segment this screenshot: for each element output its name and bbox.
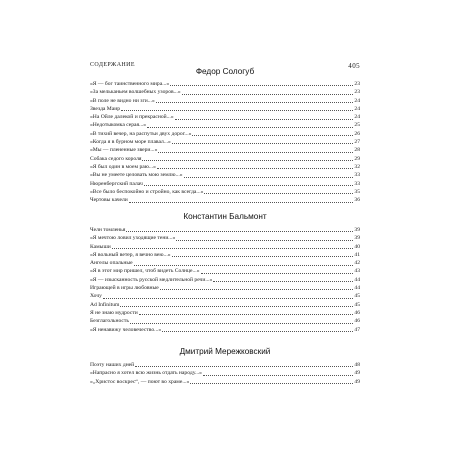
- entry-title: «Я в этот мир пришел, чтоб видеть Солнце...»: [90, 268, 200, 275]
- entry-page-number: 47: [354, 326, 360, 333]
- dot-leader: [201, 267, 354, 273]
- entry-page-number: 43: [354, 268, 360, 275]
- entry-page-number: 23: [354, 89, 360, 96]
- entry-title: Хочу: [90, 293, 102, 300]
- entry-title: «Напрасно я хотел всю жизнь отдать народу...»: [90, 370, 202, 377]
- entry-page-number: 33: [354, 172, 360, 179]
- entry-title: Чертовы качели: [90, 197, 128, 204]
- entry-page-number: 35: [354, 188, 360, 195]
- dot-leader: [126, 226, 353, 232]
- toc-entry: [90, 243, 360, 251]
- dot-leader: [170, 80, 353, 86]
- toc-entry: [90, 284, 360, 292]
- dot-leader: [130, 317, 354, 323]
- toc-entry: [90, 267, 360, 275]
- entry-title: «Недотыкомка серая...»: [90, 122, 147, 129]
- entry-title: «За мельканьем волшебных узоров...»: [90, 89, 181, 96]
- toc-entry: [90, 188, 360, 196]
- dot-leader: [192, 130, 353, 136]
- entry-page-number: 32: [354, 163, 360, 170]
- toc-entry: [90, 326, 360, 334]
- entry-page-number: 46: [354, 309, 360, 316]
- toc-entry: [90, 80, 360, 88]
- entry-page-number: 48: [354, 362, 360, 368]
- dot-leader: [172, 138, 354, 144]
- entry-page-number: 23: [354, 81, 360, 87]
- entry-title: «Я мечтою ловил уходящие тени...»: [90, 235, 176, 242]
- dot-leader: [213, 276, 353, 282]
- toc-list-merezhkovsky: [90, 361, 360, 386]
- toc-entry: [90, 369, 360, 377]
- entry-title: Поэту наших дней: [90, 362, 135, 368]
- entry-page-number: 39: [354, 227, 360, 233]
- entry-title: «Я ненавижу человечество...»: [90, 326, 162, 333]
- dot-leader: [204, 188, 353, 194]
- dot-leader: [176, 234, 353, 240]
- entry-title: Камыши: [90, 243, 111, 250]
- toc-entry: [90, 171, 360, 179]
- entry-page-number: 27: [354, 139, 360, 146]
- dot-leader: [190, 378, 353, 384]
- author-heading-sologub: Федор Сологуб: [195, 67, 255, 76]
- toc-entry: [90, 130, 360, 138]
- entry-title: Ангелы опальные: [90, 260, 133, 267]
- toc-entry: [90, 113, 360, 121]
- toc-entry: [90, 138, 360, 146]
- toc-list-sologub: [90, 80, 360, 204]
- dot-leader: [142, 155, 353, 161]
- header-title: СОДЕРЖАНИЕ: [90, 62, 135, 68]
- entry-title: «Я — бог таинственного мира...»: [90, 81, 170, 87]
- entry-page-number: 24: [354, 97, 360, 104]
- dot-leader: [182, 88, 354, 94]
- entry-title: «Я был один в моем раю...»: [90, 163, 156, 170]
- dot-leader: [175, 113, 354, 119]
- dot-leader: [129, 196, 354, 202]
- dot-leader: [112, 243, 354, 249]
- toc-entry: [90, 251, 360, 259]
- dot-leader: [135, 361, 353, 367]
- toc-entry: [90, 105, 360, 113]
- toc-entry: [90, 97, 360, 105]
- entry-title: «Мы — плененные звери...»: [90, 147, 158, 154]
- author-heading-balmont: Константин Бальмонт: [183, 212, 267, 221]
- entry-page-number: 45: [354, 293, 360, 300]
- toc-entry: [90, 259, 360, 267]
- dot-leader: [156, 97, 354, 103]
- entry-title: Звезда Маир: [90, 105, 121, 112]
- dot-leader: [144, 180, 354, 186]
- toc-entry: [90, 301, 360, 309]
- toc-entry: [90, 378, 360, 386]
- entry-page-number: 40: [354, 243, 360, 250]
- entry-page-number: 46: [354, 318, 360, 325]
- entry-title: «Все было беспокойно и стройно, как всегда...»: [90, 188, 204, 195]
- entry-title: «„Христос воскрес“, — поют во храме...»: [90, 378, 190, 385]
- dot-leader: [162, 326, 353, 332]
- dot-leader: [121, 105, 353, 111]
- entry-title: Безглагольность: [90, 318, 129, 325]
- dot-leader: [203, 369, 353, 375]
- entry-title: «Я вольный ветер, я вечно вею...»: [90, 251, 171, 258]
- entry-page-number: 24: [354, 105, 360, 112]
- toc-entry: [90, 163, 360, 171]
- toc-entry: [90, 361, 360, 369]
- toc-entry: [90, 276, 360, 284]
- dot-leader: [134, 259, 354, 265]
- entry-title: Челн томленья: [90, 227, 126, 233]
- entry-page-number: 39: [354, 235, 360, 242]
- entry-title: Собака седого короля: [90, 155, 142, 162]
- toc-entry: [90, 292, 360, 300]
- entry-page-number: 49: [354, 370, 360, 377]
- entry-title: «На Ойле далекой и прекрасной...»: [90, 114, 174, 121]
- author-heading-merezhkovsky: Дмитрий Мережковский: [179, 347, 271, 356]
- toc-entry: [90, 121, 360, 129]
- entry-title: Играющей в игры любовные: [90, 285, 159, 292]
- entry-page-number: 44: [354, 285, 360, 292]
- dot-leader: [120, 301, 353, 307]
- entry-page-number: 41: [354, 251, 360, 258]
- toc-list-balmont: [90, 226, 360, 334]
- entry-page-number: 49: [354, 378, 360, 385]
- dot-leader: [147, 121, 353, 127]
- entry-title: «Когда я в бурном море плавал...»: [90, 139, 171, 146]
- dot-leader: [172, 251, 354, 257]
- entry-page-number: 33: [354, 180, 360, 187]
- entry-title: «Я — изысканность русской медлительной речи...»: [90, 276, 213, 283]
- entry-title: Ad Infinitum: [90, 301, 120, 308]
- dot-leader: [160, 284, 354, 290]
- entry-title: Нюренбергский палач: [90, 180, 143, 187]
- entry-page-number: 26: [354, 130, 360, 137]
- entry-title: «В поле не видно ни зги...»: [90, 97, 155, 104]
- toc-entry: [90, 146, 360, 154]
- entry-page-number: 42: [354, 260, 360, 267]
- entry-page-number: 28: [354, 147, 360, 154]
- toc-entry: [90, 155, 360, 163]
- page-number: 405: [348, 62, 360, 70]
- entry-page-number: 44: [354, 276, 360, 283]
- toc-entry: [90, 196, 360, 204]
- toc-entry: [90, 180, 360, 188]
- dot-leader: [103, 292, 353, 298]
- dot-leader: [158, 146, 353, 152]
- dot-leader: [184, 171, 354, 177]
- dot-leader: [157, 163, 354, 169]
- toc-entry: [90, 309, 360, 317]
- toc-entry: [90, 88, 360, 96]
- entry-page-number: 45: [354, 301, 360, 308]
- entry-page-number: 36: [354, 197, 360, 204]
- entry-page-number: 25: [354, 122, 360, 129]
- entry-title: Я не знаю мудрости: [90, 309, 138, 316]
- entry-page-number: 29: [354, 155, 360, 162]
- entry-title: «В тихий вечер, на распутьи двух дорог...»: [90, 130, 192, 137]
- entry-page-number: 24: [354, 114, 360, 121]
- dot-leader: [139, 309, 354, 315]
- toc-entry: [90, 234, 360, 242]
- toc-entry: [90, 226, 360, 234]
- toc-entry: [90, 317, 360, 325]
- entry-title: «Вы не умеете целовать мою землю...»: [90, 172, 183, 179]
